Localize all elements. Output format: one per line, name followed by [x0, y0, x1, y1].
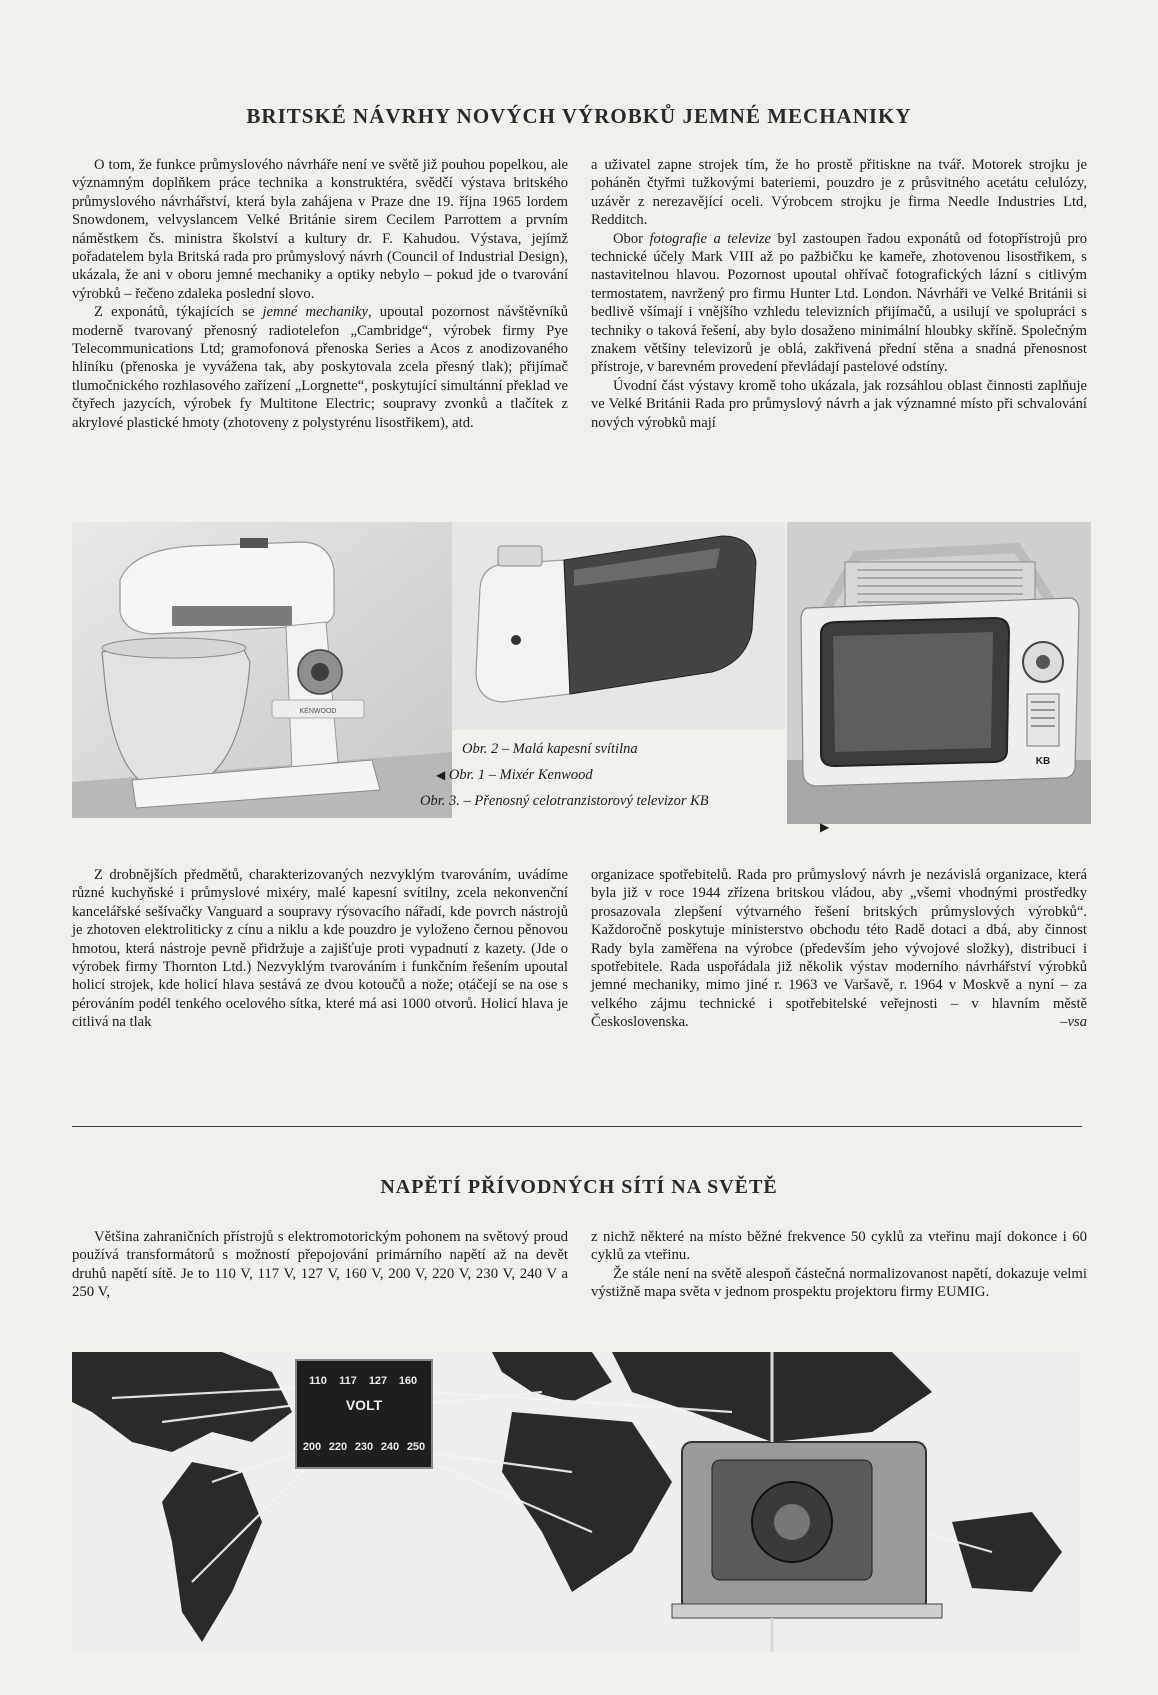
world-voltage-map [72, 1352, 1082, 1652]
paragraph: z nichž některé na místo běžné frekvence 50 cyklů za vteřinu mají dokonce i 60 cyklů za vteřinu. [591, 1229, 1087, 1264]
voltage-value: 110 [309, 1375, 327, 1387]
paragraph: O tom, že funkce průmyslového návrháře není ve světě již pouhou popelkou, ale významným doplňkem práce technika a konstruktéra, svědčí výstava britského průmyslového návrhářství, která byla zahájena v Praze dne 19. října 1965 lordem Snowdonem, velvyslancem Velké Británie sirem Cecilem Parrottem a prvním náměstkem čs. ministra školství a kultury dr. F. Kahudou. Výstava, jejímž pořadatelem byla Britská rada pro průmyslový návrh (Council of Industrial Design), ukázala, že ani v oboru jemné mechaniky a optiky nebylo – pokud jde o tvarování výrobků – řečeno zdaleka poslední slovo. [72, 157, 568, 302]
voltage-value: 230 [354, 1441, 374, 1453]
paragraph: Z exponátů, týkajících se jemné mechaniky, upoutal pozornost návštěvníků moderně tvarovaný přenosný radiotelefon „Cambridge“, výrobek firmy Pye Telecommunications Ltd; gramofonová přenoska Series a Acos z anodizovaného hliníku (přenoska je vyvážena tak, aby poskytovala zcela přesný tlak); přijímač tlumočnického rozhlasového zařízení „Lorgnette“, poskytující simultánní překlad ve čtyřech jazycích, výrobek fy Multitone Electric; soupravy zvonků a tlačítek z akrylové plastické hmoty (zhotoveny z polystyrénu lisostřikem), atd. [72, 304, 568, 431]
tv-brand-label: KB [1035, 756, 1051, 767]
article-column-1 [72, 156, 568, 432]
caption-figure-3: Obr. 3. – Přenosný celotranzistorový televizor KB [420, 793, 709, 809]
paragraph: Obor fotografie a televize byl zastoupen řadou exponátů od fotopřístrojů pro technické účely Mark VIII až po pažbičku ke kameře, zhotovenou lisostřikem, s nastavitelnou hlavou. Pozornost upoutal ohřívač fotografických lázní s citlivým termostatem, navržený pro firmu Hunter Ltd. London. Návrháři ve Velké Británii si bedlivě všímají i vnějšího vzhledu televizních přijímačů, a usilují ve spolupráci s techniky o taková řešení, aby bylo dosaženo minimální hloubky skříně. Společným znakem většiny televizorů je oblá, zakřivená přední stěna a snadná přenosnost přístroje, v barevném provedení převládají pastelové odstíny. [591, 230, 1087, 376]
article-title: BRITSKÉ NÁVRHY NOVÝCH VÝROBKŮ JEMNÉ MECHANIKY [246, 104, 912, 128]
voltage-value: 240 [380, 1441, 400, 1453]
voltage-value: 160 [398, 1375, 418, 1387]
caption-figure-2: Obr. 2 – Malá kapesní svítilna [462, 741, 638, 757]
article-title: NAPĚTÍ PŘÍVODNÝCH SÍTÍ NA SVĚTĚ [380, 1176, 778, 1198]
mixer-brand-label: KENWOOD [299, 708, 337, 715]
article-column-3 [72, 866, 568, 1032]
article2-column-1 [72, 1228, 568, 1302]
paragraph: Z drobnějších předmětů, charakterizovaných nezvyklým tvarováním, uvádíme různé kuchyňské i průmyslové mixéry, malé kapesní svítilny, zcela nekonvenční kancelářské sešívačky Vanguard a soupravy rýsovacího nářadí, kde povrch nástrojů je zhotoven elektroliticky z cínu a niklu a kde pouzdro je vyloženo černou pěnovou hmotou, která nástroje pevně přidržuje a zajišťuje proti vypadnutí z kazety. (Jde o výrobek firmy Thornton Ltd.) Nezvyklým tvarováním i funkčním řešením upoutal holicí strojek, kde holicí hlava sestává ze dvou kotoučů a nože; otáčejí se na ose s pérováním podél tenkého ocelového sítka, které má asi 1000 otvorů. Holicí hlava je citlivá na tlak [72, 867, 568, 1031]
voltage-value: 220 [328, 1441, 348, 1453]
article-column-2 [591, 156, 1087, 432]
voltage-unit-label: VOLT [345, 1397, 383, 1413]
mixer-photo [72, 522, 452, 818]
article-column-4 [591, 866, 1087, 1032]
paragraph: Že stále není na světě alespoň částečná normalizovanost napětí, dokazuje velmi výstižně mapa světa v jednom prospektu projektoru firmy EUMIG. [591, 1265, 1087, 1301]
paragraph: Většina zahraničních přístrojů s elektromotorickým pohonem na světový proud používá transformátorů s možností přepojování primárního napětí až na devět druhů napětí sítě. Je to 110 V, 117 V, 127 V, 160 V, 200 V, 220 V, 230 V, 240 V a 250 V, [72, 1229, 568, 1301]
voltage-value: 200 [302, 1441, 322, 1453]
caption-figure-1: ◀ Obr. 1 – Mixér Kenwood [436, 767, 593, 783]
paragraph: Úvodní část výstavy kromě toho ukázala, jak rozsáhlou oblast činnosti zaplňuje ve Velké Británii Rada pro průmyslový návrh a jak významné místo při schvalování nových výrobků mají [591, 377, 1087, 431]
article2-column-2 [591, 1228, 1087, 1302]
author-signature: –vsa [1060, 1014, 1087, 1031]
paragraph: organizace spotřebitelů. Rada pro průmyslový návrh je nezávislá organizace, která byla již v roce 1944 zřízena britskou vládou, aby „všemi vhodnými prostředky prosazovala zlepšení výtvarného řešení britských průmyslových výrobků“. Každoročně poskytuje ministerstvo obchodu této Radě dotaci a dbá, aby činnost Rady byla zaměřena na výrobce (především jeho vývojové složky), distribuci i spotřebitele. Rada uspořádala již několik výstav moderního návrhářství výrobků jemné mechaniky, mimo jiné r. 1963 ve Varšavě, r. 1964 v Moskvě a nyní – za velkého zájmu technické i spotřebitelské veřejnosti – v hlavním městě Československa. –vsa [591, 867, 1087, 1031]
paragraph: a uživatel zapne strojek tím, že ho prostě přitiskne na tvář. Motorek strojku je poháněn čtyřmi tužkovými bateriemi, pouzdro je z průsvitného acetátu celulózy, uzávěr z nerezavějící oceli. Výrobcem strojku je firma Needle Industries Ltd, Redditch. [591, 157, 1087, 229]
arrow-right-icon: ▶ [820, 820, 830, 834]
television-photo [787, 522, 1091, 824]
voltage-value: 250 [406, 1441, 426, 1453]
voltage-value: 127 [368, 1375, 388, 1387]
arrow-left-icon: ◀ [436, 768, 446, 782]
voltage-value: 117 [339, 1375, 357, 1387]
figure-captions [420, 740, 710, 818]
section-divider [72, 1126, 1082, 1128]
torch-photo [452, 522, 785, 730]
